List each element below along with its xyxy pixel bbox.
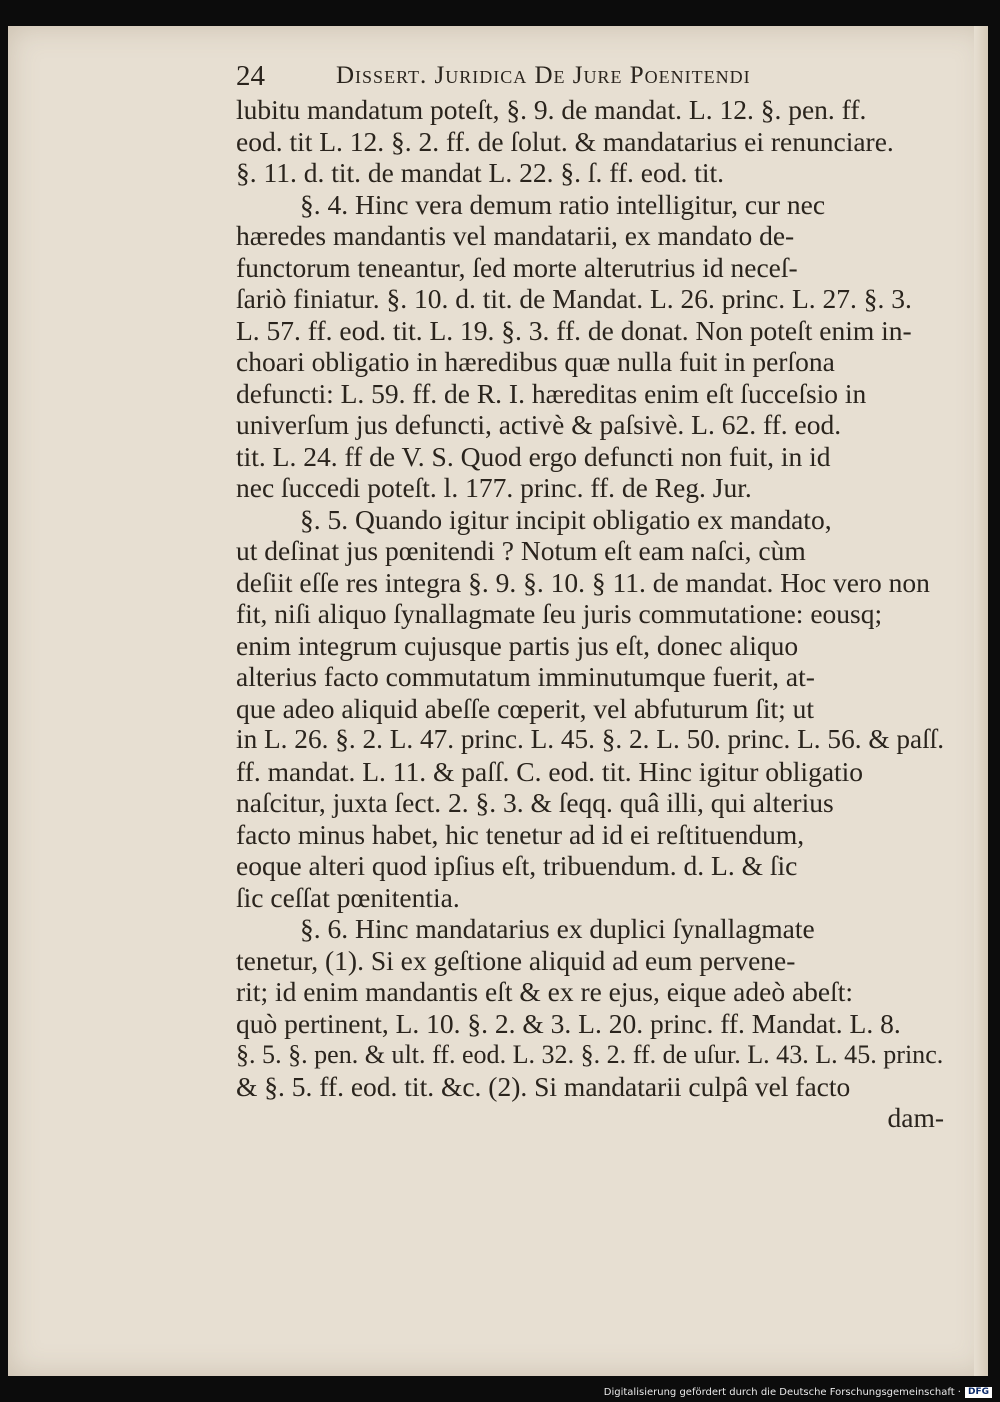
text-line: choari obligatio in hæredibus quæ nulla fuit in perſona — [236, 346, 835, 377]
text-line: ff. mandat. L. 11. & paſſ. C. eod. tit. Hinc igitur obligatio — [236, 755, 864, 787]
text-line: §. 11. d. tit. de mandat L. 22. §. ſ. ff. eod. tit. — [236, 157, 725, 188]
text-line: univerſum jus defuncti, activè & paſsivè. L. 62. ff. eod. — [236, 409, 842, 440]
text-line: §. 6. Hinc mandatarius ex duplici ſynallagmate — [300, 913, 815, 944]
text-line: tenetur, (1). Si ex geſtione aliquid ad eum pervene- — [236, 944, 796, 976]
text-line: quò pertinent, L. 10. §. 2. & 3. L. 20. princ. ff. Mandat. L. 8. — [236, 1007, 901, 1039]
text-line: nec ſuccedi poteſt. l. 177. princ. ff. de Reg. Jur. — [236, 472, 752, 503]
text-line: ſic ceſſat pœnitentia. — [236, 881, 460, 913]
running-title: Dissert. Juridica De Jure Poenitendi — [336, 62, 751, 89]
text-line: §. 5. Quando igitur incipit obligatio ex mandato, — [300, 503, 832, 535]
text-line: eod. tit L. 12. §. 2. ff. de ſolut. & mandatarius ei renunciare. — [236, 125, 894, 157]
catchword: dam- — [887, 1102, 944, 1133]
text-line: enim integrum cujusque partis jus eſt, donec aliquo — [236, 629, 799, 661]
text-line: ut deſinat jus pœnitendi ? Notum eſt eam naſci, cùm — [236, 535, 806, 566]
text-line: rit; id enim mandantis eſt & ex re ejus, eique adeò abeſt: — [236, 976, 854, 1007]
text-line: §. 5. §. pen. & ult. ff. eod. L. 32. §. 2. ff. de uſur. L. 43. L. 45. princ. — [236, 1040, 944, 1069]
body-text — [236, 94, 944, 1134]
text-line: facto minus habet, hic tenetur ad id ei reſtituendum, — [236, 818, 805, 850]
text-line: hæredes mandantis vel mandatarii, ex mandato de- — [236, 220, 795, 251]
page-number: 24 — [236, 60, 265, 92]
text-line: tit. L. 24. ff de V. S. Quod ergo defuncti non fuit, in id — [236, 440, 831, 472]
text-line: lubitu mandatum poteſt, §. 9. de mandat. L. 12. §. pen. ff. — [236, 94, 867, 125]
text-line: functorum teneantur, ſed morte alterutrius id neceſ- — [236, 251, 798, 283]
text-line: §. 4. Hinc vera demum ratio intelligitur, cur nec — [300, 188, 826, 220]
credit-text: Digitalisierung gefördert durch die Deutsche Forschungsgemeinschaft · — [603, 1387, 961, 1398]
text-line: fit, niſi aliquo ſynallagmate ſeu juris commutatione: eousq; — [236, 598, 883, 629]
text-line: deſiit eſſe res integra §. 9. §. 10. § 11. de mandat. Hoc vero non — [236, 566, 930, 598]
text-line: naſcitur, juxta ſect. 2. §. 3. & ſeqq. quâ illi, qui alterius — [236, 787, 834, 818]
text-line: que adeo aliquid abeſſe cœperit, vel abfuturum ſit; ut — [236, 692, 815, 724]
page-edge — [974, 26, 988, 1376]
dfg-logo: DFG — [965, 1387, 992, 1398]
text-line: & §. 5. ff. eod. tit. &c. (2). Si mandatarii culpâ vel facto — [236, 1070, 851, 1102]
text-line: alterius facto commutatum imminutumque fuerit, at- — [236, 661, 815, 692]
text-line: defuncti: L. 59. ff. de R. I. hæreditas enim eſt ſucceſsio in — [236, 377, 867, 409]
text-line: L. 57. ff. eod. tit. L. 19. §. 3. ff. de donat. Non poteſt enim in- — [236, 314, 912, 346]
text-line: in L. 26. §. 2. L. 47. princ. L. 45. §. 2. L. 50. princ. L. 56. & paſſ. — [236, 724, 945, 754]
digitization-credit — [0, 1384, 992, 1402]
text-line: ſariò finiatur. §. 10. d. tit. de Mandat. L. 26. princ. L. 27. §. 3. — [236, 283, 912, 314]
text-line: eoque alteri quod ipſius eſt, tribuendum. d. L. & ſic — [236, 850, 798, 881]
